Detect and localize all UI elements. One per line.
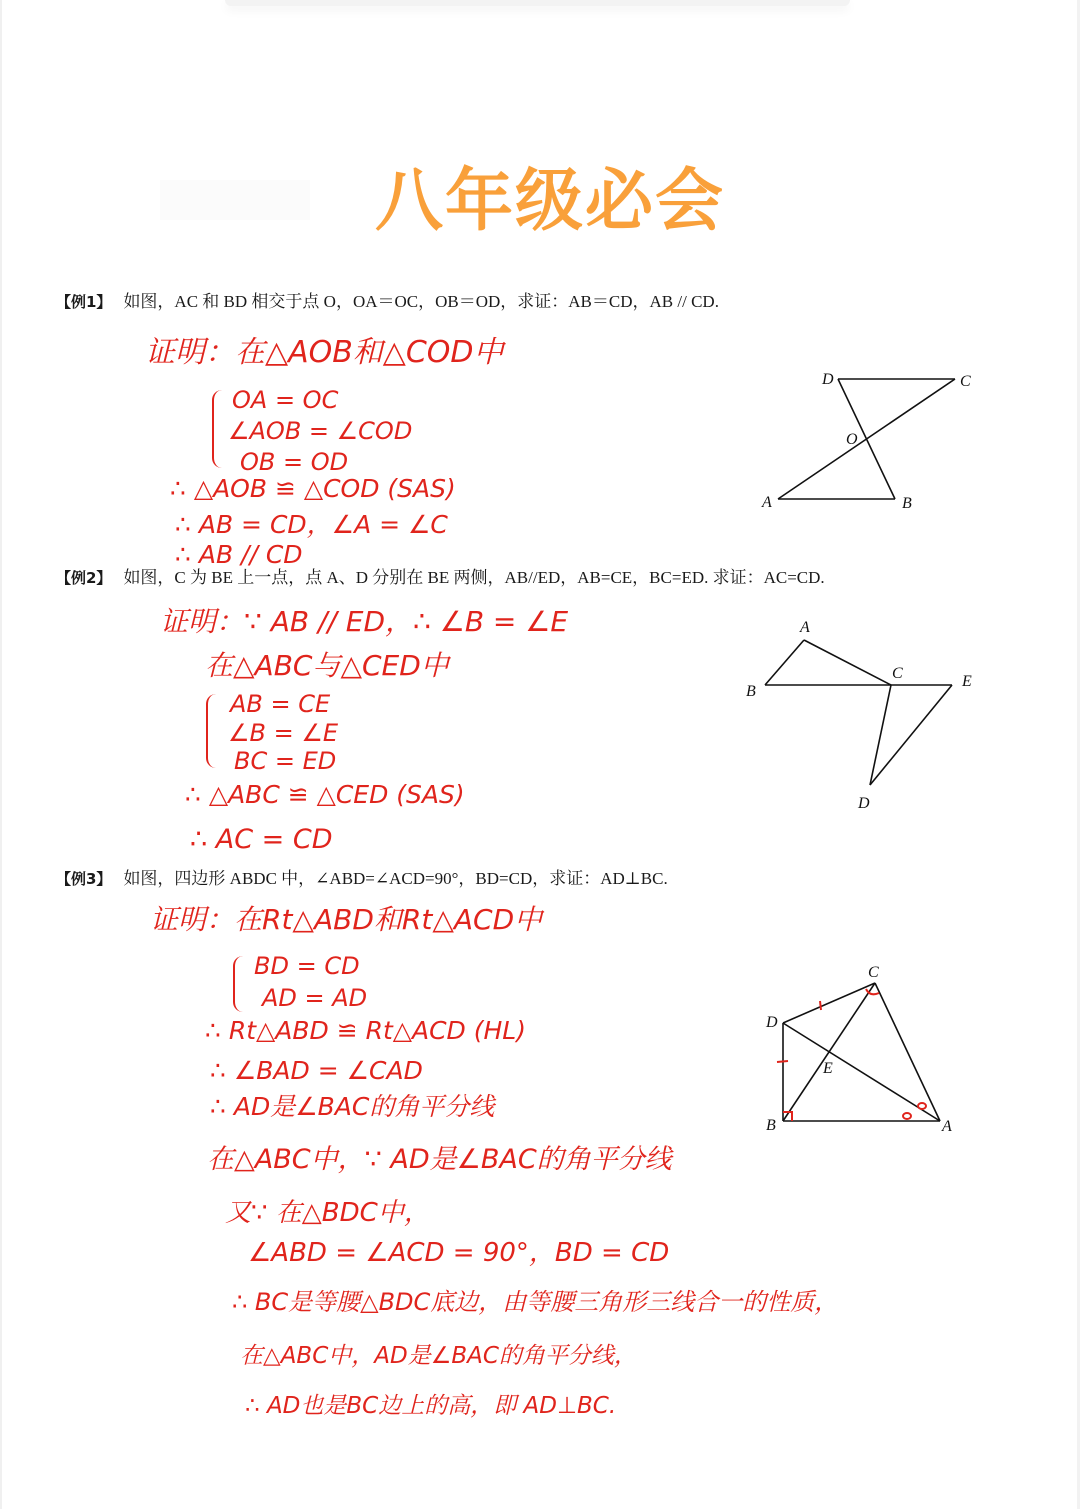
conclusion-line: ∴ AD是∠BAC的角平分线: [210, 1092, 495, 1121]
bowtie-diagram: [740, 360, 990, 520]
continuation-line: ∴ AD也是BC边上的高，即 AD⊥BC.: [245, 1393, 617, 1419]
label-B: B: [766, 1117, 776, 1134]
example-2-question: [56, 566, 825, 590]
label-B: B: [902, 495, 912, 512]
label-D: D: [766, 1014, 778, 1031]
brace-line: OB = OD: [240, 448, 349, 476]
continuation-line: 又∵ 在△BDC中，: [225, 1198, 430, 1228]
example-1-text: 如图，AC 和 BD 相交于点 O，OA＝OC，OB＝OD，求证：AB＝CD，AB // CD.: [123, 292, 719, 311]
label-E: E: [962, 673, 972, 690]
brace-line: BD = CD: [254, 952, 360, 980]
top-card-edge: [225, 0, 850, 6]
label-O: O: [846, 431, 858, 448]
label-A: A: [800, 619, 810, 636]
page-edge-left: [0, 0, 2, 1509]
example-1-question: [56, 290, 719, 314]
example-3-text: 如图，四边形 ABDC 中，∠ABD=∠ACD=90°，BD=CD，求证：AD⊥BC.: [123, 869, 668, 888]
conclusion-line: ∴ Rt△ABD ≌ Rt△ACD (HL): [205, 1016, 526, 1045]
label-B: B: [746, 683, 756, 700]
proof-heading: 证明：∵ AB // ED，∴ ∠B = ∠E: [160, 605, 569, 638]
example-1-tag: 【例1】: [56, 293, 112, 311]
example-1-figure: [740, 360, 990, 524]
brace-line: AB = CE: [230, 690, 331, 718]
example-2-text: 如图，C 为 BE 上一点，点 A、D 分别在 BE 两侧，AB//ED，AB=CE，BC=ED. 求证：AC=CD.: [123, 568, 825, 587]
conclusion-line: ∴ AC = CD: [190, 824, 333, 855]
label-C: C: [960, 373, 971, 390]
label-D: D: [822, 371, 834, 388]
example-2-tag: 【例2】: [56, 569, 112, 587]
brace: [206, 694, 216, 768]
example-3-tag: 【例3】: [56, 870, 112, 888]
continuation-line: 在△ABC中，∵ AD是∠BAC的角平分线: [207, 1144, 672, 1175]
conclusion-line: ∴ AB = CD，∠A = ∠C: [175, 510, 448, 539]
example-2-figure: [730, 610, 990, 824]
brace-line: BC = ED: [234, 747, 337, 775]
brace: [233, 956, 243, 1012]
continuation-line: 在△ABC中，AD是∠BAC的角平分线，: [240, 1343, 637, 1369]
faded-watermark: [160, 180, 310, 220]
brace-line: OA = OC: [232, 386, 339, 414]
conclusion-line: ∴ △ABC ≌ △CED (SAS): [185, 780, 465, 809]
two-triangle-diagram: [730, 610, 990, 820]
brace-line: ∠B = ∠E: [228, 719, 339, 747]
example-3-question: [56, 867, 668, 891]
conclusion-line: ∴ AB // CD: [175, 540, 303, 569]
continuation-line: ∠ABD = ∠ACD = 90°，BD = CD: [248, 1238, 670, 1268]
label-D: D: [858, 795, 870, 812]
brace-line: ∠AOB = ∠COD: [228, 417, 413, 445]
page-title: 八年级必会: [374, 162, 725, 241]
brace: [212, 390, 222, 468]
label-A: A: [942, 1118, 952, 1135]
proof-heading: 证明：在Rt△ABD和Rt△ACD中: [150, 903, 543, 936]
conclusion-line: ∴ ∠BAD = ∠CAD: [210, 1056, 423, 1085]
proof-subheading: 在△ABC与△CED中: [205, 649, 449, 682]
label-A: A: [762, 494, 772, 511]
label-E: E: [823, 1060, 833, 1077]
label-C: C: [868, 964, 879, 981]
conclusion-line: ∴ △AOB ≌ △COD (SAS): [170, 474, 456, 503]
continuation-line: ∴ BC是等腰△BDC底边，由等腰三角形三线合一的性质，: [232, 1288, 839, 1316]
quadrilateral-diagram: [750, 955, 970, 1145]
proof-heading: 证明：在△AOB和△COD中: [145, 335, 504, 370]
brace-line: AD = AD: [262, 984, 368, 1012]
label-C: C: [892, 665, 903, 682]
example-3-figure: [750, 955, 970, 1149]
